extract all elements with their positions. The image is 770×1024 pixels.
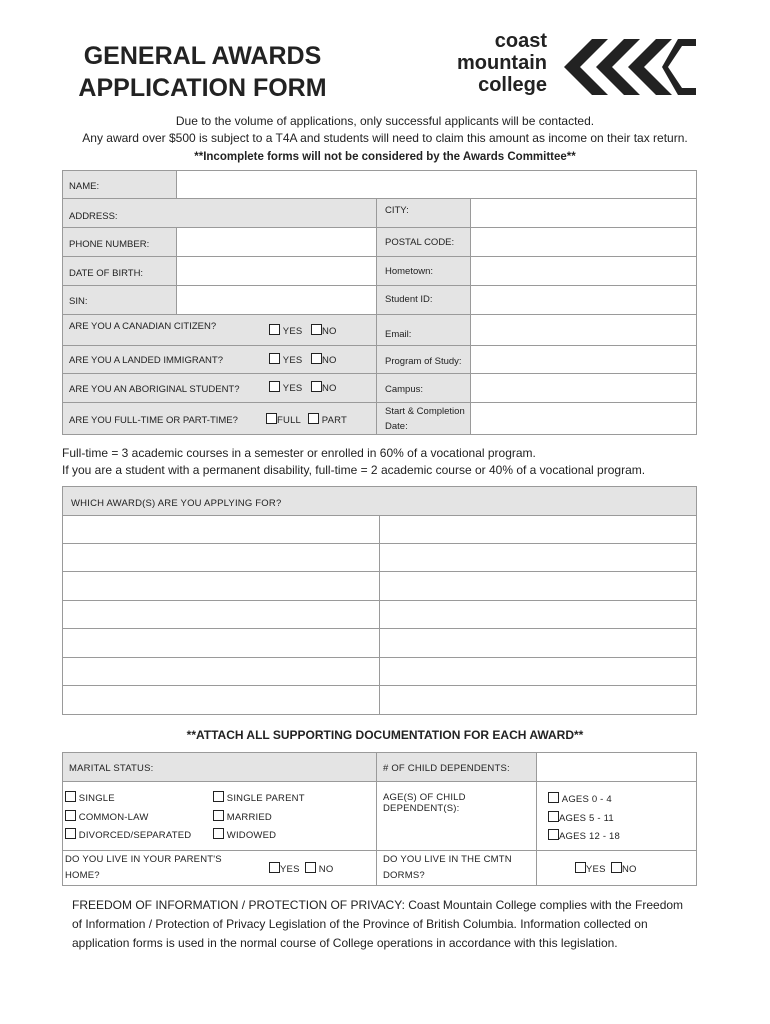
form-title-line2: APPLICATION FORM (78, 74, 327, 102)
cmtn-dorms-options (536, 850, 697, 886)
fulltime-full-option[interactable] (266, 413, 301, 426)
canadian-yes-option[interactable] (269, 324, 302, 337)
campus-field[interactable] (470, 373, 697, 403)
checkbox-icon[interactable] (548, 811, 559, 822)
landed-no-option[interactable] (311, 353, 337, 366)
ages-5-11-label: AGES 5 - 11 (559, 813, 614, 824)
awards-header-label: WHICH AWARD(S) ARE YOU APPLYING FOR? (71, 498, 282, 509)
part-label: PART (321, 415, 348, 426)
fulltime-part-option[interactable] (308, 413, 347, 426)
ages-12-18-option[interactable] (548, 829, 620, 842)
fulltime-note-line1: Full-time = 3 academic courses in a semester or enrolled in 60% of a vocational program. (62, 446, 536, 460)
ages-options (536, 781, 697, 851)
program-label-cell (376, 345, 471, 374)
parents-home-yes-option[interactable] (269, 862, 300, 875)
no-label: NO (322, 383, 337, 394)
married-option[interactable] (213, 810, 272, 823)
award-field[interactable] (62, 628, 380, 658)
form-title (70, 40, 335, 104)
no-label: NO (622, 864, 637, 875)
checkbox-icon[interactable] (65, 810, 76, 821)
logo-line-mountain: mountain (457, 52, 547, 74)
checkbox-icon[interactable] (308, 413, 319, 424)
single-parent-label: SINGLE PARENT (226, 793, 305, 804)
notice-contact: Due to the volume of applications, only successful applicants will be contacted. (175, 114, 595, 128)
award-field[interactable] (62, 600, 380, 629)
checkbox-icon[interactable] (575, 862, 586, 873)
checkbox-icon[interactable] (311, 353, 322, 364)
yes-label: YES (280, 864, 300, 875)
child-dependents-field[interactable] (536, 752, 697, 782)
checkbox-icon[interactable] (269, 353, 280, 364)
award-field[interactable] (379, 600, 697, 629)
yes-label: YES (282, 355, 303, 366)
marital-header (62, 752, 377, 782)
checkbox-icon[interactable] (548, 829, 559, 840)
yes-label: YES (282, 326, 303, 337)
sin-label-cell (62, 285, 177, 315)
ages-label: AGE(S) OF CHILD DEPENDENT(S): (383, 792, 466, 814)
checkbox-icon[interactable] (213, 791, 224, 802)
dob-label-cell (62, 256, 177, 286)
name-label-cell (62, 170, 177, 199)
phone-field[interactable] (176, 227, 377, 257)
aboriginal-yes-option[interactable] (269, 381, 302, 394)
student-id-label: Student ID: (385, 294, 433, 305)
aboriginal-row (62, 373, 377, 403)
marital-label: MARITAL STATUS: (69, 763, 154, 774)
sin-field[interactable] (176, 285, 377, 315)
checkbox-icon[interactable] (305, 862, 316, 873)
divorced-label: DIVORCED/SEPARATED (78, 830, 192, 841)
award-field[interactable] (379, 657, 697, 686)
hometown-field[interactable] (470, 256, 697, 286)
start-label-cell (376, 402, 471, 435)
parents-home-label-line2: HOME? (65, 870, 100, 881)
aboriginal-no-option[interactable] (311, 381, 337, 394)
notice-incomplete: **Incomplete forms will not be considered by the Awards Committee** (194, 151, 576, 163)
city-field[interactable] (470, 198, 697, 228)
start-date-field[interactable] (470, 402, 697, 435)
checkbox-icon[interactable] (266, 413, 277, 424)
canadian-no-option[interactable] (311, 324, 337, 337)
yes-label: YES (282, 383, 303, 394)
award-field[interactable] (379, 543, 697, 572)
award-field[interactable] (62, 515, 380, 544)
campus-label-cell (376, 373, 471, 403)
city-label-cell (376, 198, 471, 228)
no-label: NO (318, 864, 334, 875)
phone-label-cell (62, 227, 177, 257)
checkbox-icon[interactable] (611, 862, 622, 873)
checkbox-icon[interactable] (548, 792, 559, 803)
start-label-line2: Date: (385, 421, 408, 432)
fulltime-note-line2: If you are a student with a permanent disability, full-time = 2 academic course or 40% of a vocational program. (62, 463, 646, 477)
attach-note: **ATTACH ALL SUPPORTING DOCUMENTATION FOR EACH AWARD** (186, 728, 584, 742)
email-label: Email: (385, 329, 412, 340)
award-field[interactable] (379, 685, 697, 715)
ages-0-4-option[interactable] (548, 792, 612, 805)
ages-0-4-label: AGES 0 - 4 (561, 794, 612, 805)
sin-label: SIN: (69, 296, 88, 307)
landed-row (62, 345, 377, 374)
phone-label: PHONE NUMBER: (69, 239, 150, 250)
cmtn-dorms-yes-option[interactable] (575, 862, 606, 875)
canadian-row (62, 314, 377, 346)
hometown-label-cell (376, 256, 471, 286)
student-id-label-cell (376, 285, 471, 315)
checkbox-icon[interactable] (269, 381, 280, 392)
dob-label: DATE OF BIRTH: (69, 268, 144, 279)
single-option[interactable] (65, 791, 115, 804)
checkbox-icon[interactable] (213, 810, 224, 821)
award-field[interactable] (379, 628, 697, 658)
notice-t4a: Any award over $500 is subject to a T4A and students will need to claim this amount as income on their tax return. (82, 131, 688, 145)
address-label-cell (62, 198, 377, 228)
address-label: ADDRESS: (69, 211, 118, 222)
award-field[interactable] (62, 571, 380, 601)
name-field[interactable] (176, 170, 697, 199)
dob-field[interactable] (176, 256, 377, 286)
common-law-option[interactable] (65, 810, 149, 823)
canadian-label: ARE YOU A CANADIAN CITIZEN? (69, 321, 217, 332)
awards-header (62, 486, 697, 516)
start-label-line1: Start & Completion (385, 406, 465, 417)
privacy-statement: FREEDOM OF INFORMATION / PROTECTION OF PRIVACY: Coast Mountain College complies with the Freedom of Information / Protection of Privacy Legislation of the Province of British Columbia. Information collected on application forms is used in the normal course of College operations in accordance with this legislation. (72, 898, 684, 950)
no-label: NO (322, 326, 337, 337)
cmtn-dorms-label-cell (376, 850, 537, 886)
no-label: NO (322, 355, 337, 366)
program-field[interactable] (470, 345, 697, 374)
landed-yes-option[interactable] (269, 353, 302, 366)
postal-field[interactable] (470, 227, 697, 257)
parents-home-row (62, 850, 377, 886)
common-law-label: COMMON-LAW (78, 812, 149, 823)
postal-label-cell (376, 227, 471, 257)
email-label-cell (376, 314, 471, 346)
cmtn-dorms-no-option[interactable] (611, 862, 637, 875)
widowed-option[interactable] (213, 828, 276, 841)
fulltime-label: ARE YOU FULL-TIME OR PART-TIME? (69, 415, 238, 426)
hometown-label: Hometown: (385, 266, 434, 277)
checkbox-icon[interactable] (311, 381, 322, 392)
married-label: MARRIED (226, 812, 272, 823)
checkbox-icon[interactable] (213, 828, 224, 839)
aboriginal-label: ARE YOU AN ABORIGINAL STUDENT? (69, 384, 240, 395)
marital-options (62, 781, 377, 851)
cmtn-dorms-label-line1: DO YOU LIVE IN THE CMTN (383, 854, 512, 865)
divorced-option[interactable] (65, 828, 191, 841)
student-id-field[interactable] (470, 285, 697, 315)
logo-line-coast: coast (494, 30, 547, 52)
checkbox-icon[interactable] (269, 324, 280, 335)
campus-label: Campus: (385, 384, 424, 395)
full-label: FULL (277, 415, 302, 426)
ages-5-11-option[interactable] (548, 811, 614, 824)
award-field[interactable] (379, 571, 697, 601)
checkbox-icon[interactable] (65, 791, 76, 802)
city-label: CITY: (385, 205, 409, 216)
single-parent-option[interactable] (213, 791, 305, 804)
widowed-label: WIDOWED (226, 830, 277, 841)
logo-line-college: college (478, 74, 547, 96)
award-field[interactable] (62, 657, 380, 686)
award-field[interactable] (62, 543, 380, 572)
yes-label: YES (586, 864, 606, 875)
college-logo-mark (558, 34, 698, 100)
postal-label: POSTAL CODE: (385, 237, 455, 248)
program-label: Program of Study: (385, 356, 462, 367)
ages-label-cell (376, 781, 537, 851)
child-dependents-label-cell (376, 752, 537, 782)
award-field[interactable] (379, 515, 697, 544)
email-field[interactable] (470, 314, 697, 346)
checkbox-icon[interactable] (269, 862, 280, 873)
name-label: NAME: (69, 181, 100, 192)
single-label: SINGLE (78, 793, 115, 804)
parents-home-label-line1: DO YOU LIVE IN YOUR PARENT'S (65, 854, 222, 865)
ages-12-18-label: AGES 12 - 18 (559, 831, 621, 842)
award-field[interactable] (62, 685, 380, 715)
landed-label: ARE YOU A LANDED IMMIGRANT? (69, 355, 223, 366)
fulltime-row (62, 402, 377, 435)
form-title-line1: GENERAL AWARDS (83, 42, 322, 70)
checkbox-icon[interactable] (65, 828, 76, 839)
parents-home-no-option[interactable] (305, 862, 333, 875)
checkbox-icon[interactable] (311, 324, 322, 335)
cmtn-dorms-label-line2: DORMS? (383, 870, 425, 881)
child-dependents-label: # OF CHILD DEPENDENTS: (383, 763, 510, 774)
college-logo-text (452, 30, 547, 96)
